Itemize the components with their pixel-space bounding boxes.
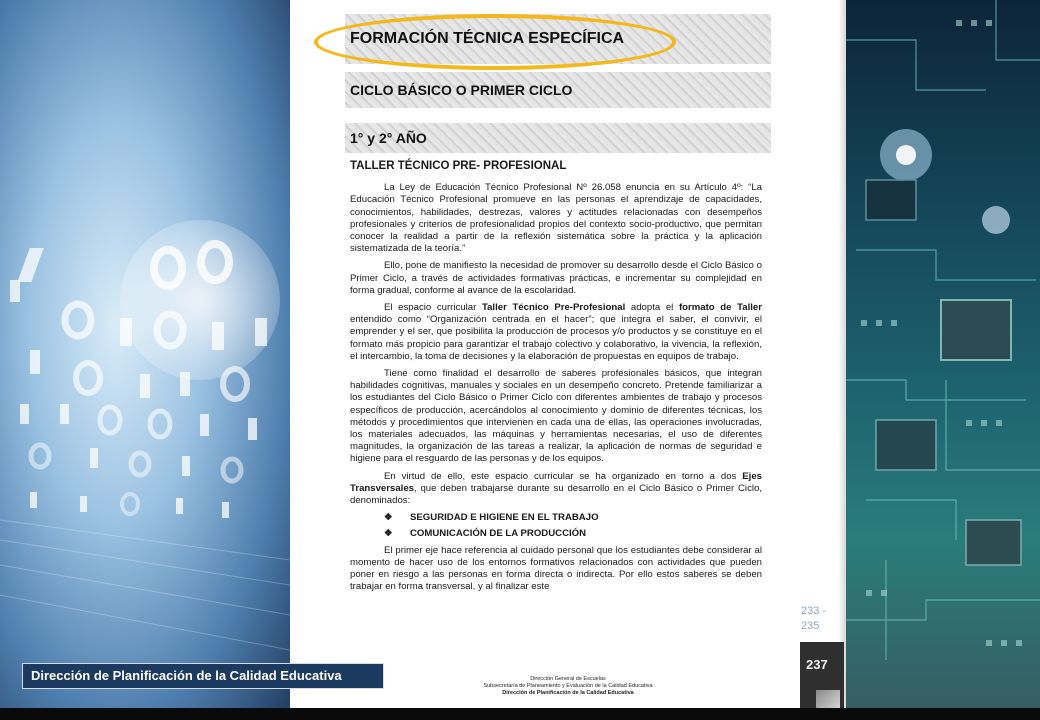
paragraph-5-text-c: , que deben trabajarse durante su desarrollo en el Ciclo Básico o Primer Ciclo, denominados: xyxy=(350,482,762,507)
paragraph-3-bold-b: Taller Técnico Pre-Profesional xyxy=(481,302,626,314)
bullet-2-label: COMUNICACIÓN DE LA PRODUCCIÓN xyxy=(410,528,587,540)
bottom-bar xyxy=(0,708,1040,720)
title-band: FORMACIÓN TÉCNICA ESPECÍFICA xyxy=(345,14,771,64)
binary-background-image xyxy=(0,0,290,720)
credit-banner: Dirección de Planificación de la Calidad Educativa xyxy=(22,663,384,689)
page-range-label: 233 - 235 xyxy=(801,605,827,632)
paragraph-3-bold-d: formato de Taller xyxy=(678,302,762,314)
page-number: 237 xyxy=(806,657,828,672)
paragraph-3-text-a: El espacio curricular xyxy=(384,302,482,314)
paragraph-3-text-e: entendido como “Organización centrada en el hacer”; que integra el saber, el convivir, el emprender y el ser, que posibilita la producción de procesos y/o productos y se constituye en el formato más propicio para garantizar el trabajo colectivo y colaborativo, la vivencia, la reflexión, el intercambio, la toma de decisiones y la elaboración de propuestas en equipos de trabajo. xyxy=(350,314,762,362)
bullet-item-1 xyxy=(384,512,762,524)
paragraph-3-text-c: adopta el xyxy=(625,302,679,314)
paragraph-5-text-a: En virtud de ello, este espacio curricular se ha organizado en torno a dos xyxy=(384,470,743,482)
section-title: TALLER TÉCNICO PRE- PROFESIONAL xyxy=(350,160,567,172)
cycle-band: CICLO BÁSICO O PRIMER CICLO xyxy=(345,72,771,108)
circuit-board-graphic xyxy=(846,0,1040,720)
diamond-bullet-icon: ❖ xyxy=(384,528,393,540)
binary-digits-graphic xyxy=(0,0,290,720)
paragraph-4: Tiene como finalidad el desarrollo de saberes profesionales básicos, que integran habilidades cognitivas, manuales y sociales en un desempeño concreto. Pretende familiarizar a los estudiantes del Ciclo Básico o Primer Ciclo con diferentes ambientes de trabajo y procesos específicos de producción, acercándolos al conocimiento y dominio de diferentes técnicas, los métodos y procedimientos que intervienen en cada una de ellas, las operaciones involucradas, los materiales adecuados, las máquinas y herramientas necesarias, el uso de diferentes magnitudes, la organización de las tareas a realizar, la aplicación de normas de seguridad e higiene para el resguardo de las personas y de los equipos. xyxy=(350,368,762,465)
paragraph-5-bold-b: Ejes Transversales xyxy=(350,470,762,494)
paragraph-1: La Ley de Educación Técnico Profesional Nº 26.058 enuncia en su Artículo 4º: “La Educación Técnico Profesional promueve en las personas el aprendizaje de capacidades, conocimientos, habilidades, destrezas, valores y actitudes relacionadas con desempeños profesionales y criterios de profesionalidad propios del contexto socio-productivo, que permitan conocer la realidad a partir de la reflexión sistemática sobre la práctica y la aplicación sistematizada de la teoría.” xyxy=(350,182,762,255)
footer-line-1: Dirección General de Escuelas xyxy=(530,676,606,682)
highlight-ellipse xyxy=(314,14,676,70)
paragraph-5 xyxy=(350,471,762,508)
diamond-bullet-icon: ❖ xyxy=(384,512,393,524)
paragraph-3 xyxy=(350,302,762,363)
paragraph-6: El primer eje hace referencia al cuidado personal que los estudiantes debe considerar al momento de hacer uso de los entornos formativos relacionados con actividades que pueden poner en riesgo a las personas en forma directa o indirecta. Por ello estos saberes se deben trabajar en forma transversal, y al finalizar este xyxy=(350,544,762,593)
footer-line-3: Dirección de Planificación de la Calidad Educativa xyxy=(502,690,634,696)
footer-line-2: Subsecretaría de Planeamiento y Evaluación de la Calidad Educativa xyxy=(483,683,653,689)
circuit-background-image xyxy=(846,0,1040,720)
document-body xyxy=(350,160,762,599)
bullet-1-label: SEGURIDAD E HIGIENE EN EL TRABAJO xyxy=(410,512,599,524)
year-band: 1° y 2° AÑO xyxy=(345,123,771,153)
bullet-item-2 xyxy=(384,528,762,540)
document-page xyxy=(290,0,846,720)
paragraph-2: Ello, pone de manifiesto la necesidad de promover su desarrollo desde el Ciclo Básico o Primer Ciclo, a través de actividades formativas prácticas, e incrementar su complejidad en forma gradual, conforme al avance de la escolaridad. xyxy=(350,260,762,296)
